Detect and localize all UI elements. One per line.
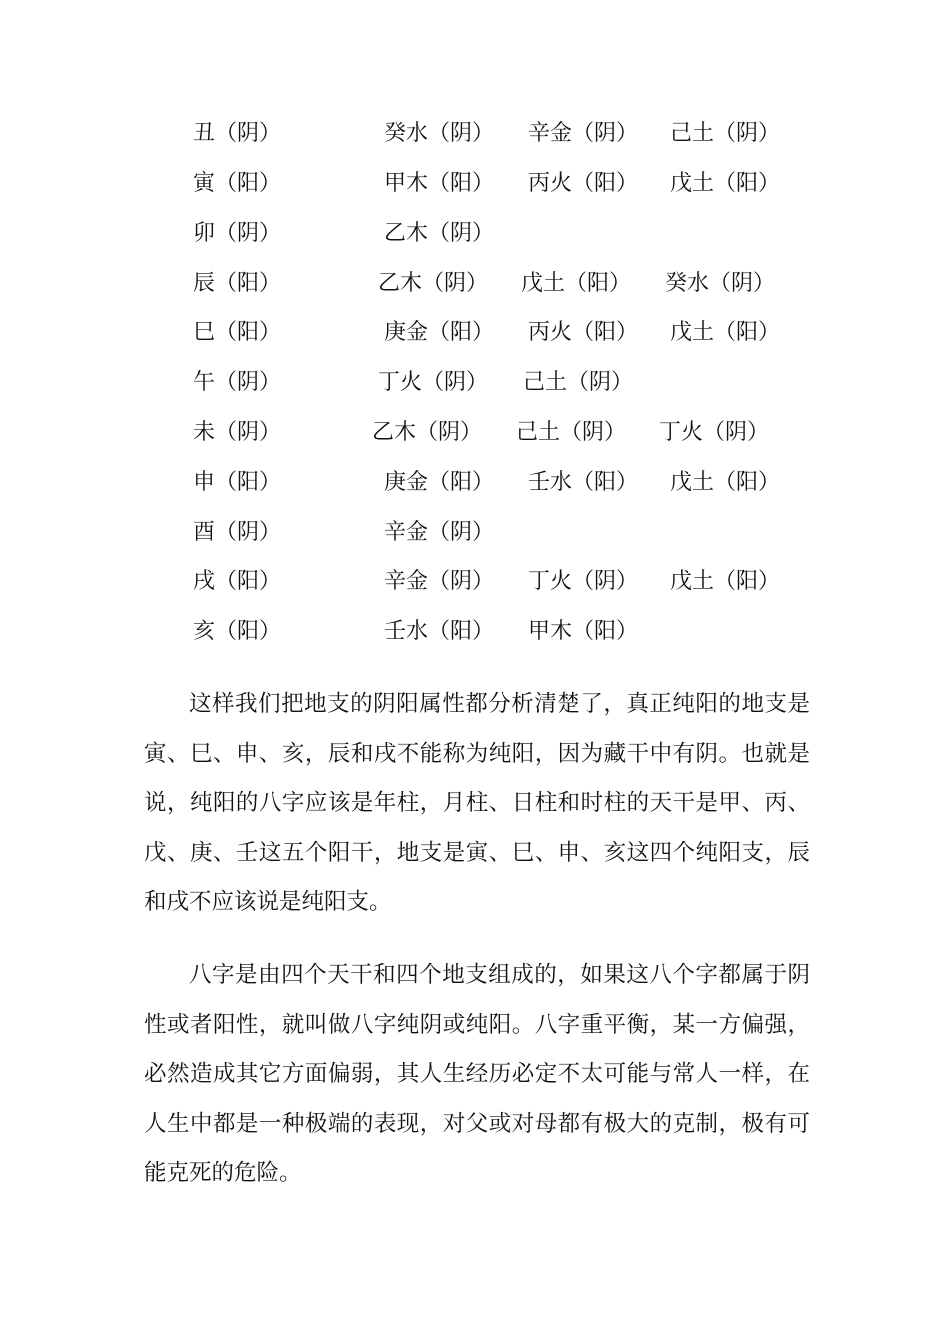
- table-row: [0, 318, 950, 348]
- table-row: [0, 617, 950, 647]
- stem-cell: 戊土（阳）: [670, 320, 781, 345]
- stem-cell: 戊土（阳）: [670, 569, 781, 594]
- stem-cell: 己土（阴）: [670, 121, 781, 146]
- stem-cell: 辛金（阴）: [528, 121, 639, 146]
- body-paragraph: 这样我们把地支的阴阳属性都分析清楚了，真正纯阳的地支是寅、巳、申、亥，辰和戌不能称为纯阳，因为藏干中有阴。也就是说，纯阳的八字应该是年柱，月柱、日柱和时柱的天干是甲、丙、戊、庚、壬这五个阳干，地支是寅、巳、申、亥这四个纯阳支，辰和戌不应该说是纯阳支。: [144, 691, 810, 915]
- stem-cell: 辛金（阴）: [384, 520, 495, 545]
- branch-cell: 未（阴）: [193, 420, 282, 445]
- stem-cell: 壬水（阳）: [384, 619, 495, 644]
- stem-cell: 己土（阴）: [523, 370, 634, 395]
- branch-cell: 巳（阳）: [193, 320, 282, 345]
- stem-cell: 癸水（阴）: [665, 271, 776, 296]
- stem-cell: 甲木（阳）: [528, 619, 639, 644]
- branch-cell: 午（阴）: [193, 370, 282, 395]
- stem-cell: 乙木（阴）: [378, 271, 489, 296]
- stem-cell: 己土（阴）: [516, 420, 627, 445]
- stem-cell: 乙木（阴）: [372, 420, 483, 445]
- table-row: [0, 169, 950, 199]
- body-paragraph: 八字是由四个天干和四个地支组成的，如果这八个字都属于阴性或者阳性，就叫做八字纯阴或纯阳。八字重平衡，某一方偏强，必然造成其它方面偏弱，其人生经历必定不太可能与常人一样，在人生中都是一种极端的表现，对父或对母都有极大的克制，极有可能克死的危险。: [144, 962, 810, 1186]
- branch-cell: 卯（阴）: [193, 221, 282, 246]
- stem-cell: 丁火（阴）: [528, 569, 639, 594]
- stem-cell: 乙木（阴）: [384, 221, 495, 246]
- stem-cell: 戊土（阳）: [670, 470, 781, 495]
- stem-cell: 戊土（阳）: [670, 171, 781, 196]
- stem-cell: 丁火（阴）: [659, 420, 770, 445]
- stem-cell: 丙火（阳）: [528, 320, 639, 345]
- table-row: [0, 269, 950, 299]
- stem-cell: 辛金（阴）: [384, 569, 495, 594]
- branch-cell: 申（阳）: [193, 470, 282, 495]
- branch-cell: 戌（阳）: [193, 569, 282, 594]
- stem-cell: 丙火（阳）: [528, 171, 639, 196]
- table-row: [0, 468, 950, 498]
- stem-cell: 甲木（阳）: [384, 171, 495, 196]
- branch-cell: 丑（阴）: [193, 121, 282, 146]
- table-row: [0, 567, 950, 597]
- table-row: [0, 418, 950, 448]
- table-row: [0, 518, 950, 548]
- stem-cell: 庚金（阳）: [384, 320, 495, 345]
- branch-cell: 酉（阴）: [193, 520, 282, 545]
- stem-cell: 庚金（阳）: [384, 470, 495, 495]
- stem-cell: 壬水（阳）: [528, 470, 639, 495]
- branch-cell: 亥（阳）: [193, 619, 282, 644]
- stem-cell: 丁火（阴）: [378, 370, 489, 395]
- branch-cell: 辰（阳）: [193, 271, 282, 296]
- table-row: [0, 368, 950, 398]
- stem-cell: 戊土（阳）: [521, 271, 632, 296]
- branch-cell: 寅（阳）: [193, 171, 282, 196]
- table-row: [0, 119, 950, 149]
- stem-cell: 癸水（阴）: [384, 121, 495, 146]
- table-row: [0, 219, 950, 249]
